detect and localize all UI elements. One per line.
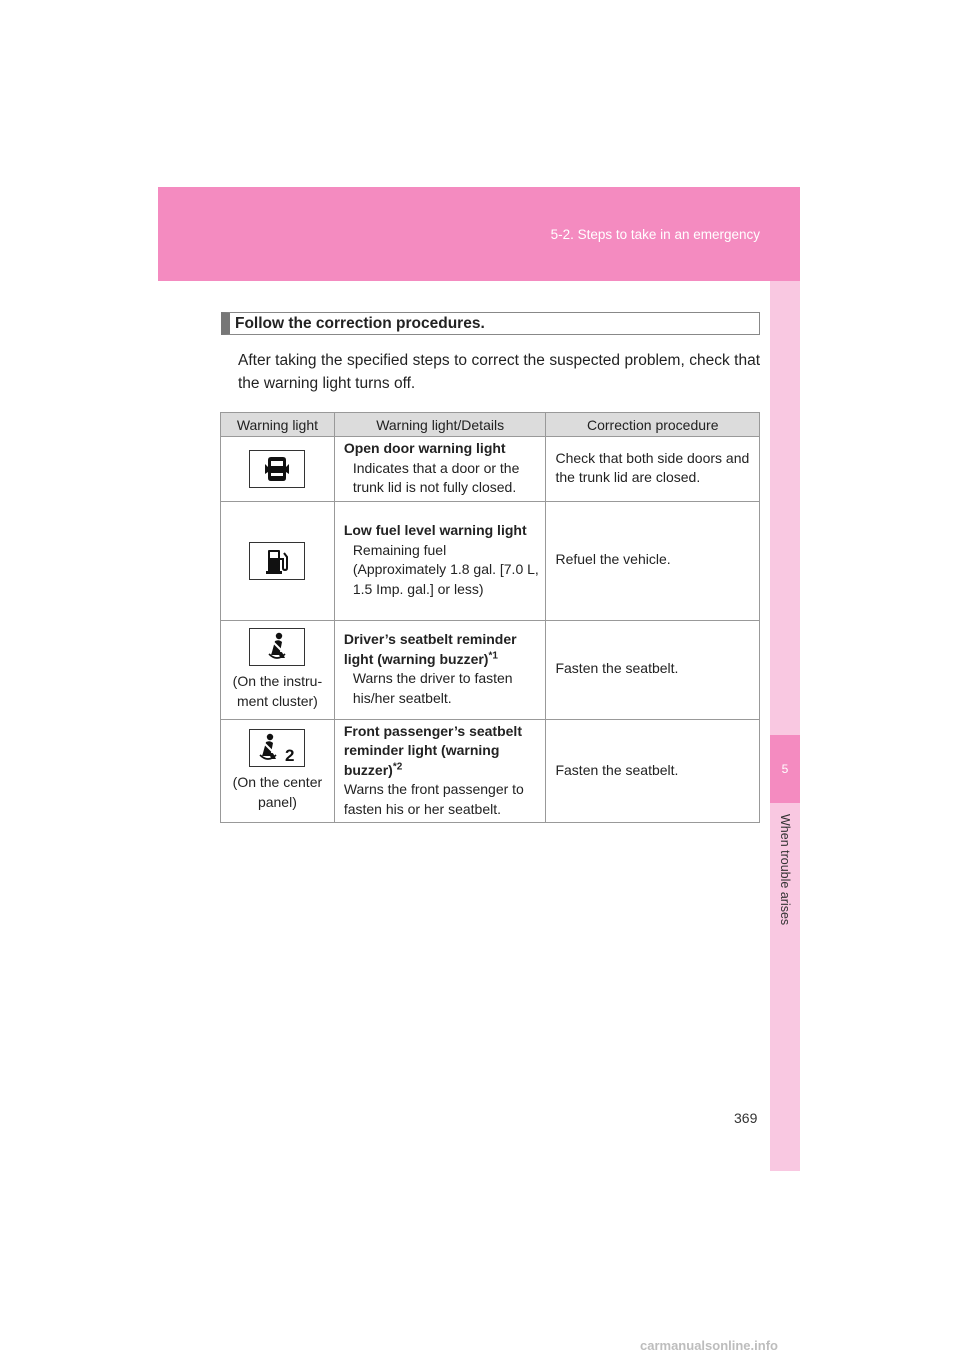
correction-cell: Fasten the seatbelt.: [546, 719, 760, 823]
warning-detail: Indicates that a door or the trunk lid is not fully closed.: [352, 459, 520, 495]
open-door-icon: [249, 450, 305, 488]
warning-title: Open door warning light: [343, 440, 506, 456]
correction-cell: Check that both side doors and the trunk lid are closed.: [546, 437, 760, 502]
seatbelt-icon: [249, 628, 305, 666]
table-row: [221, 620, 760, 719]
section-breadcrumb: 5-2. Steps to take in an emergency: [550, 227, 760, 242]
chapter-number-tab[interactable]: 5: [770, 735, 800, 803]
icon-location-caption: (On the center panel): [232, 774, 323, 810]
warning-light-cell: [221, 437, 335, 502]
footnote-marker: *1: [488, 649, 498, 661]
intro-paragraph: After taking the specified steps to correct the suspected problem, check that the warning light turns off.: [238, 352, 760, 392]
chapter-sidebar: [770, 281, 800, 1171]
column-header-correction: Correction procedure: [546, 413, 760, 437]
column-header-warning-light: Warning light: [221, 413, 335, 437]
details-cell: [334, 620, 546, 719]
warning-light-table: [220, 412, 760, 823]
warning-detail: Warns the front passenger to fasten his or her seatbelt.: [343, 781, 524, 817]
warning-title: Low fuel level warning light: [343, 522, 527, 538]
warning-light-cell: [221, 501, 335, 620]
passenger-seatbelt-icon: [249, 729, 305, 767]
details-cell: [334, 719, 546, 823]
page-number: 369: [734, 1110, 758, 1126]
details-cell: [334, 501, 546, 620]
warning-title-text: Driver’s seatbelt reminder light (warning buzzer): [343, 631, 517, 667]
table-header-row: [221, 413, 760, 437]
column-header-details: Warning light/Details: [334, 413, 546, 437]
chapter-title: When trouble arises: [778, 814, 792, 926]
correction-cell: Fasten the seatbelt.: [546, 620, 760, 719]
warning-title-text: Front passenger’s seatbelt reminder light (warning buzzer): [343, 722, 522, 778]
section-heading: Follow the correction procedures.: [221, 312, 760, 335]
correction-cell: Refuel the vehicle.: [546, 501, 760, 620]
warning-detail: Warns the driver to fasten his/her seatbelt.: [352, 670, 513, 706]
footnote-marker: *2: [392, 760, 403, 772]
warning-detail: Remaining fuel (Approximately 1.8 gal. [7.0 L, 1.5 Imp. gal.] or less): [352, 541, 539, 597]
icon-location-caption: (On the instru-ment cluster): [232, 673, 323, 709]
warning-light-cell: [221, 620, 335, 719]
table-row: [221, 501, 760, 620]
warning-title: [344, 630, 540, 669]
details-cell: [334, 437, 546, 502]
table-row: [221, 437, 760, 502]
fuel-pump-icon: [249, 542, 305, 580]
warning-light-cell: [221, 719, 335, 823]
header-band: [158, 187, 800, 281]
svg-text:2: 2: [285, 746, 295, 764]
table-row: [221, 719, 760, 823]
watermark: carmanualsonline.info: [640, 1338, 778, 1353]
warning-title: [344, 722, 540, 781]
